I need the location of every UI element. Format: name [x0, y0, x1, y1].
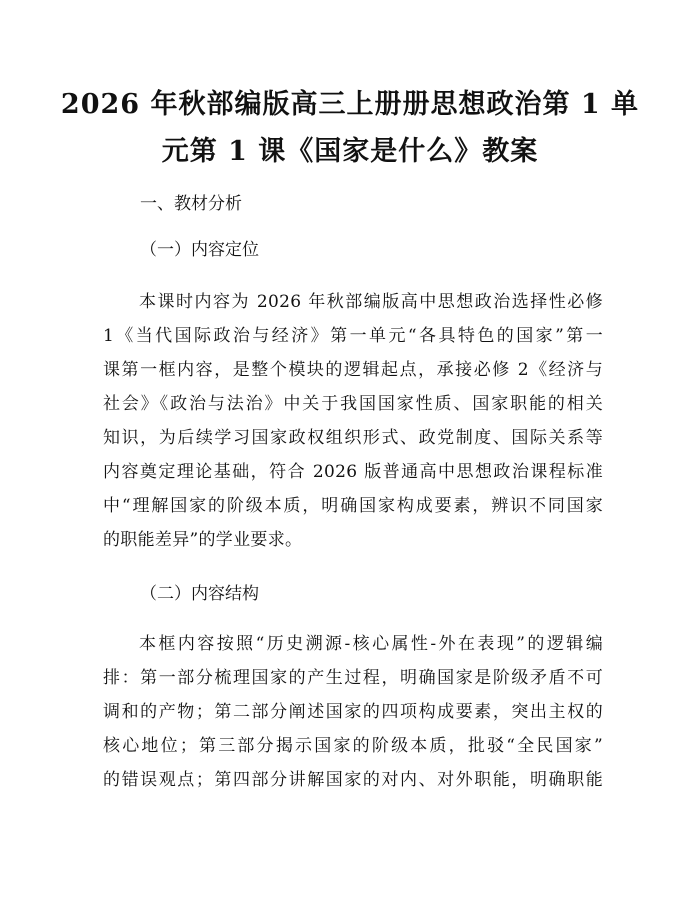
paragraph-line: 本框内容按照“历史溯源-核心属性-外在表现”的逻辑编	[139, 634, 603, 654]
paragraph-line: 核心地位；第三部分揭示国家的阶级本质，批驳“全民国家”	[103, 736, 603, 756]
paragraph-line: 调和的产物；第二部分阐述国家的四项构成要素，突出主权的	[103, 702, 603, 722]
paragraph-content-structure	[103, 627, 603, 797]
section-heading-teaching-material-analysis: 一、教材分析	[140, 194, 242, 214]
subsection-heading-content-structure: （二）内容结构	[140, 584, 259, 604]
paragraph-line: 的职能差异”的学业要求。	[103, 530, 303, 550]
paragraph-line: 中“理解国家的阶级本质，明确国家构成要素，辨识不同国家	[103, 496, 603, 516]
paragraph-line: 社会》《政治与法治》中关于我国国家性质、国家职能的相关	[103, 394, 603, 414]
paragraph-line: 排：第一部分梳理国家的产生过程，明确国家是阶级矛盾不可	[103, 668, 603, 688]
paragraph-line: 知识，为后续学习国家政权组织形式、政党制度、国际关系等	[103, 428, 603, 448]
document-title-line-1: 2026 年秋部编版高三上册册思想政治第 1 单	[60, 89, 640, 120]
document-title-line-2: 元第 1 课《国家是什么》教案	[161, 136, 539, 167]
paragraph-line: 的错误观点；第四部分讲解国家的对内、对外职能，明确职能	[103, 770, 603, 790]
paragraph-line: 1《当代国际政治与经济》第一单元“各具特色的国家”第一	[103, 326, 603, 346]
subsection-heading-content-positioning: （一）内容定位	[140, 240, 259, 260]
paragraph-content-positioning	[103, 285, 603, 557]
paragraph-line: 本课时内容为 2026 年秋部编版高中思想政治选择性必修	[139, 292, 603, 312]
paragraph-line: 内容奠定理论基础，符合 2026 版普通高中思想政治课程标准	[103, 462, 603, 482]
paragraph-line: 课第一框内容，是整个模块的逻辑起点，承接必修 2《经济与	[103, 360, 603, 380]
